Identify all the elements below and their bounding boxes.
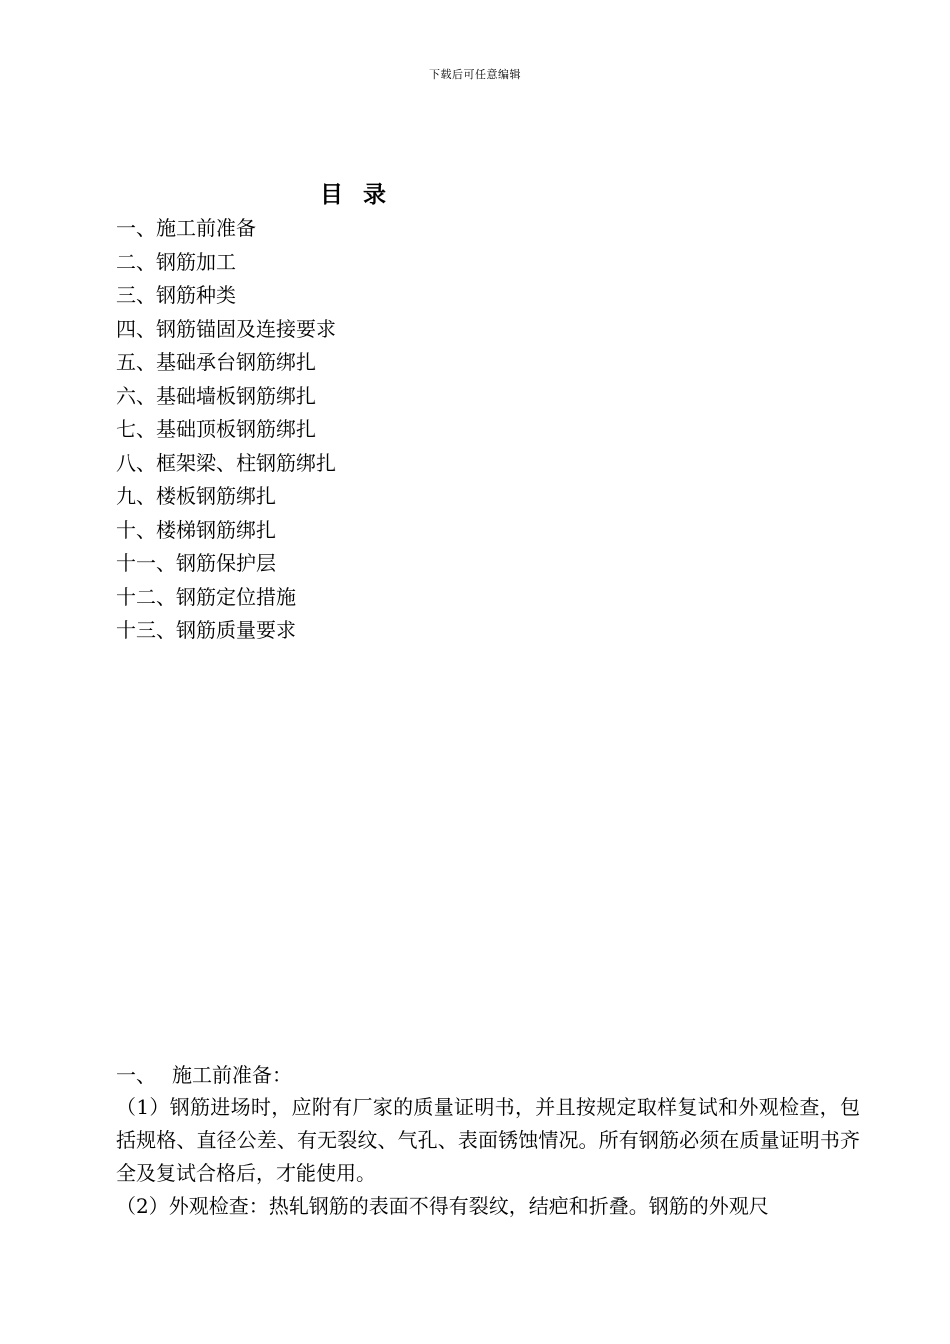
toc-item: 十、楼梯钢筋绑扎 bbox=[116, 517, 276, 542]
toc-item: 十三、钢筋质量要求 bbox=[116, 618, 296, 642]
toc-item: 一、施工前准备 bbox=[116, 216, 256, 240]
toc-item: 八、框架梁、柱钢筋绑扎 bbox=[116, 450, 336, 475]
toc-title: 目录 bbox=[320, 181, 406, 208]
page-header-note: 下载后可任意编辑 bbox=[429, 68, 521, 81]
section-title: 施工前准备： bbox=[172, 1063, 292, 1087]
section-number: 一、 bbox=[116, 1063, 156, 1087]
section-body bbox=[116, 1091, 860, 1223]
toc-item: 六、基础墙板钢筋绑扎 bbox=[116, 383, 316, 408]
toc-item: 九、楼板钢筋绑扎 bbox=[116, 484, 276, 508]
toc-item: 四、钢筋锚固及连接要求 bbox=[116, 316, 336, 341]
toc-item: 十一、钢筋保护层 bbox=[116, 551, 276, 575]
paragraph: （1）钢筋进场时，应附有厂家的质量证明书，并且按规定取样复试和外观检查，包括规格、直径公差、有无裂纹、气孔、表面锈蚀情况。所有钢筋必须在质量证明书齐全及复试合格后，才能使用。 bbox=[116, 1095, 860, 1185]
paragraph: （2）外观检查：热轧钢筋的表面不得有裂纹，结疤和折叠。钢筋的外观尺 bbox=[116, 1194, 769, 1218]
toc-item: 十二、钢筋定位措施 bbox=[116, 584, 296, 609]
toc-item: 五、基础承台钢筋绑扎 bbox=[116, 350, 316, 374]
toc-item: 七、基础顶板钢筋绑扎 bbox=[116, 417, 316, 441]
section-heading bbox=[116, 1060, 292, 1090]
toc-item: 三、钢筋种类 bbox=[116, 283, 236, 307]
toc-list bbox=[116, 212, 336, 648]
toc-item: 二、钢筋加工 bbox=[116, 249, 236, 274]
